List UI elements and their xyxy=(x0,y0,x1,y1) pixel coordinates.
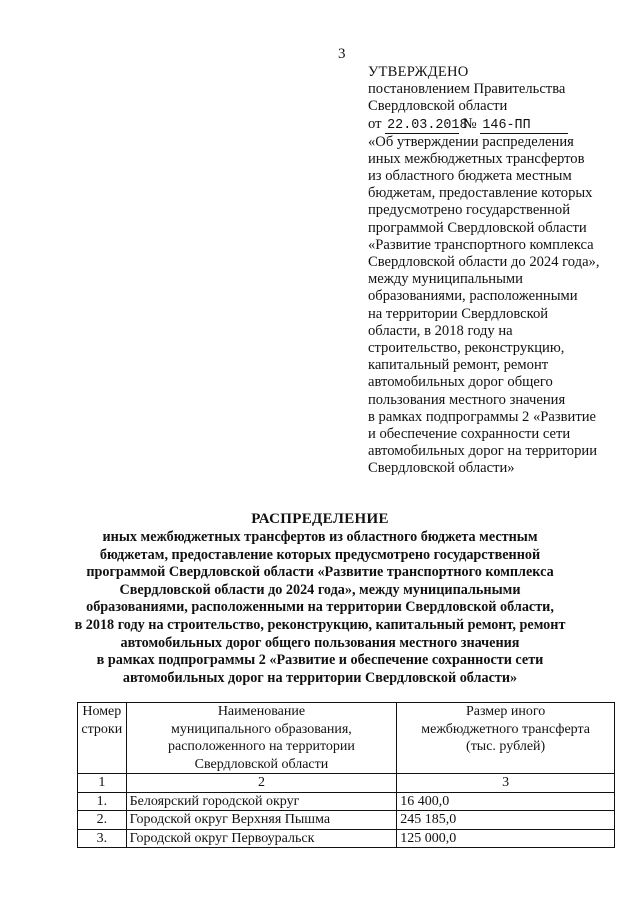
header-amount-line: межбюджетного трансферта xyxy=(421,721,590,737)
row-amount: 16 400,0 xyxy=(397,792,615,811)
subtitle-line: образованиями, расположенными на территории Свердловской области, xyxy=(86,599,554,616)
row-name: Белоярский городской округ xyxy=(126,792,397,811)
number-prefix: № xyxy=(462,115,477,132)
subtitle-line: программой Свердловской области «Развитие транспортного комплекса xyxy=(86,564,554,581)
approval-title-line: «Об утверждении распределения xyxy=(368,133,574,150)
subtitle-line: бюджетам, предоставление которых предусмотрено государственной xyxy=(99,546,541,563)
table-header-row xyxy=(78,703,615,774)
row-amount: 245 185,0 xyxy=(397,811,615,830)
approval-title-line: на территории Свердловской xyxy=(368,305,549,322)
approval-title-line: образованиями, расположенными xyxy=(368,288,578,305)
approval-title-line: «Развитие транспортного комплекса xyxy=(368,236,594,253)
header-num-line: строки xyxy=(81,721,123,737)
header-amount-line: (тыс. рублей) xyxy=(466,739,546,754)
header-name xyxy=(126,703,397,774)
header-name-line: муниципального образования, xyxy=(171,721,352,737)
approval-title-line: из областного бюджета местным xyxy=(368,168,572,185)
approval-title-line: строительство, реконструкцию, xyxy=(368,340,565,357)
subtitle-line: Свердловской области до 2024 года», между муниципальными xyxy=(119,581,521,598)
row-name: Городской округ Верхняя Пышма xyxy=(126,811,397,830)
approval-line-2: Свердловской области xyxy=(368,98,508,115)
header-name-line: Наименование xyxy=(217,704,306,719)
header-name-line: Свердловской области xyxy=(194,756,329,772)
row-num: 3. xyxy=(78,829,127,848)
approval-title-line: программой Свердловской области xyxy=(368,219,587,236)
approval-line-1: постановлением Правительства xyxy=(368,81,566,98)
column-number-row xyxy=(78,774,615,793)
approval-title-line: области, в 2018 году на xyxy=(368,322,513,339)
date-prefix: от xyxy=(368,115,382,132)
distribution-table xyxy=(77,702,615,848)
row-num: 2. xyxy=(78,811,127,830)
table-row xyxy=(78,792,615,811)
approval-title-line: предусмотрено государственной xyxy=(368,202,571,219)
subtitle-line: автомобильных дорог на территории Свердловской области» xyxy=(122,669,518,686)
row-name: Городской округ Первоуральск xyxy=(126,829,397,848)
approval-title-line: капитальный ремонт, ремонт xyxy=(368,357,549,374)
approval-title-line: автомобильных дорог общего xyxy=(368,374,553,391)
approval-title-line: автомобильных дорог на территории xyxy=(368,443,598,460)
approval-heading: УТВЕРЖДЕНО xyxy=(368,64,469,80)
column-number: 1 xyxy=(78,774,127,793)
document-title: РАСПРЕДЕЛЕНИЕ xyxy=(251,511,389,527)
table-row xyxy=(78,829,615,848)
subtitle-line: в рамках подпрограммы 2 «Развитие и обеспечение сохранности сети xyxy=(96,652,544,669)
approval-title-line: Свердловской области до 2024 года», xyxy=(368,254,600,271)
subtitle-line: иных межбюджетных трансфертов из областного бюджета местным xyxy=(102,529,538,545)
approval-title-line: иных межбюджетных трансфертов xyxy=(368,150,585,167)
approval-title-line: Свердловской области» xyxy=(368,460,515,477)
header-name-line: расположенного на территории xyxy=(167,739,355,754)
document-subtitle xyxy=(60,529,580,687)
table-row xyxy=(78,811,615,830)
header-num-line: Номер xyxy=(82,704,122,719)
column-number: 2 xyxy=(126,774,397,793)
approval-title-line: пользования местного значения xyxy=(368,391,566,408)
page-number: 3 xyxy=(338,46,346,62)
row-num: 1. xyxy=(78,792,127,811)
column-number: 3 xyxy=(397,774,615,793)
approval-title-line: в рамках подпрограммы 2 «Развитие xyxy=(368,408,597,425)
approval-title-line: бюджетам, предоставление которых xyxy=(368,185,593,202)
approval-title-line: и обеспечение сохранности сети xyxy=(368,426,571,443)
subtitle-line: автомобильных дорог общего пользования местного значения xyxy=(120,634,520,651)
subtitle-line: в 2018 году на строительство, реконструкцию, капитальный ремонт, ремонт xyxy=(74,616,566,633)
header-num xyxy=(78,703,127,774)
header-amount xyxy=(397,703,615,774)
approval-date-line xyxy=(368,116,630,134)
approval-date: 22.03.2018 xyxy=(387,117,468,133)
approval-title-line: между муниципальными xyxy=(368,271,523,288)
header-amount-line: Размер иного xyxy=(465,704,546,719)
row-amount: 125 000,0 xyxy=(397,829,615,848)
approval-number: 146-ПП xyxy=(480,118,568,134)
approval-block xyxy=(368,64,630,478)
